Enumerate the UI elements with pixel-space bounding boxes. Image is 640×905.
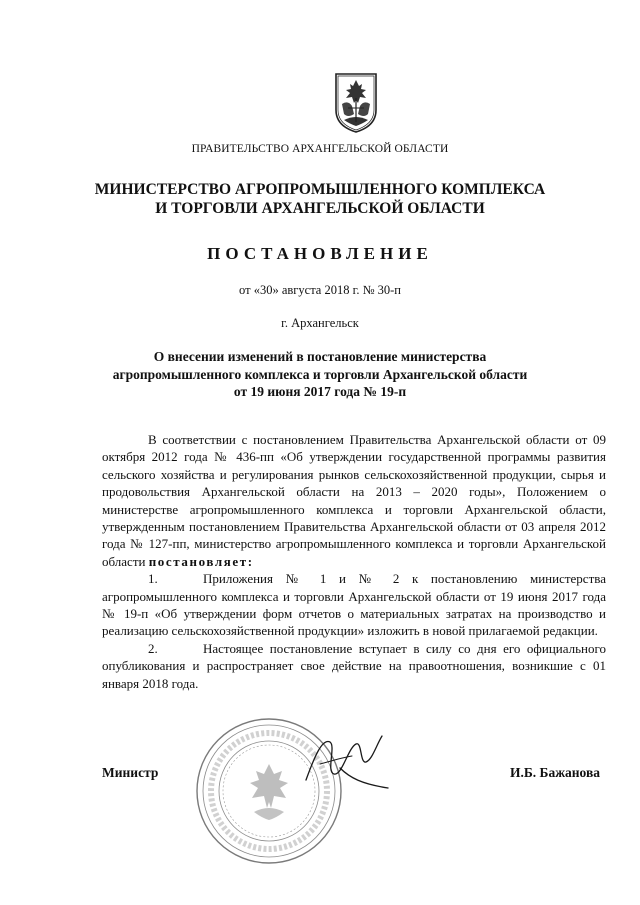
item-2-number: 2. [148, 640, 158, 656]
document-title-line-2: агропромышленного комплекса и торговли Архангельской области [112, 366, 528, 382]
item-2-text: Настоящее постановление вступает в силу со дня его официального опубликования и распространяет свое действие на правоотношения, возникшие с 01 января 2018 года. [102, 640, 606, 691]
document-title-line-1: О внесении изменений в постановление министерства [153, 349, 487, 364]
document-title-line-3: от 19 июня 2017 года № 19-п [233, 384, 407, 399]
decree-word: постановляет: [148, 553, 254, 569]
item-1-text: Приложения № 1 и № 2 к постановлению министерства агропромышленного комплекса и торговли Архангельской области от 19 июня 2017 года № 19-п «Об утверждении форм отчетов о материальных затратах на производство и реализацию сельскохозяйственной продукции» изложить в новой прилагаемой редакции. [102, 571, 606, 639]
signatory-name: И.Б. Бажанова [510, 765, 600, 780]
preamble-text: В соответствии с постановлением Правительства Архангельской области от 09 октября 2012 года № 436-пп «Об утверждении государственной программы развития сельского хозяйства и регулирования рынков сельскохозяйственной продукции, сырья и продовольствия Архангельской области на 2013 – 2020 годы», Положением о министерстве агропромышленного комплекса и торговли Архангельской области, утвержденным постановлением Правительства Архангельской области от 03 апреля 2012 года № 127-пп, министерство агропромышленного комплекса и торговли Архангельской области [102, 432, 606, 569]
coat-of-arms-icon [332, 70, 380, 134]
preamble-paragraph [102, 431, 606, 570]
document-type: ПОСТАНОВЛЕНИЕ [207, 244, 433, 263]
ministry-name-line-2: И ТОРГОВЛИ АРХАНГЕЛЬСКОЙ ОБЛАСТИ [155, 200, 485, 217]
signatory-title: Министр [102, 765, 159, 780]
handwritten-signature-icon [300, 728, 395, 798]
item-1-paragraph [102, 570, 606, 640]
item-1-number: 1. [148, 571, 158, 587]
government-name: ПРАВИТЕЛЬСТВО АРХАНГЕЛЬСКОЙ ОБЛАСТИ [191, 143, 449, 155]
ministry-name-line-1: МИНИСТЕРСТВО АГРОПРОМЫШЛЕННОГО КОМПЛЕКСА [94, 181, 546, 198]
document-city: г. Архангельск [281, 316, 359, 330]
document-body [102, 431, 606, 692]
document-title [0, 348, 640, 401]
ministry-name [0, 180, 640, 218]
item-2-paragraph [102, 640, 606, 692]
document-date-number: от «30» августа 2018 г. № 30-п [239, 283, 401, 297]
